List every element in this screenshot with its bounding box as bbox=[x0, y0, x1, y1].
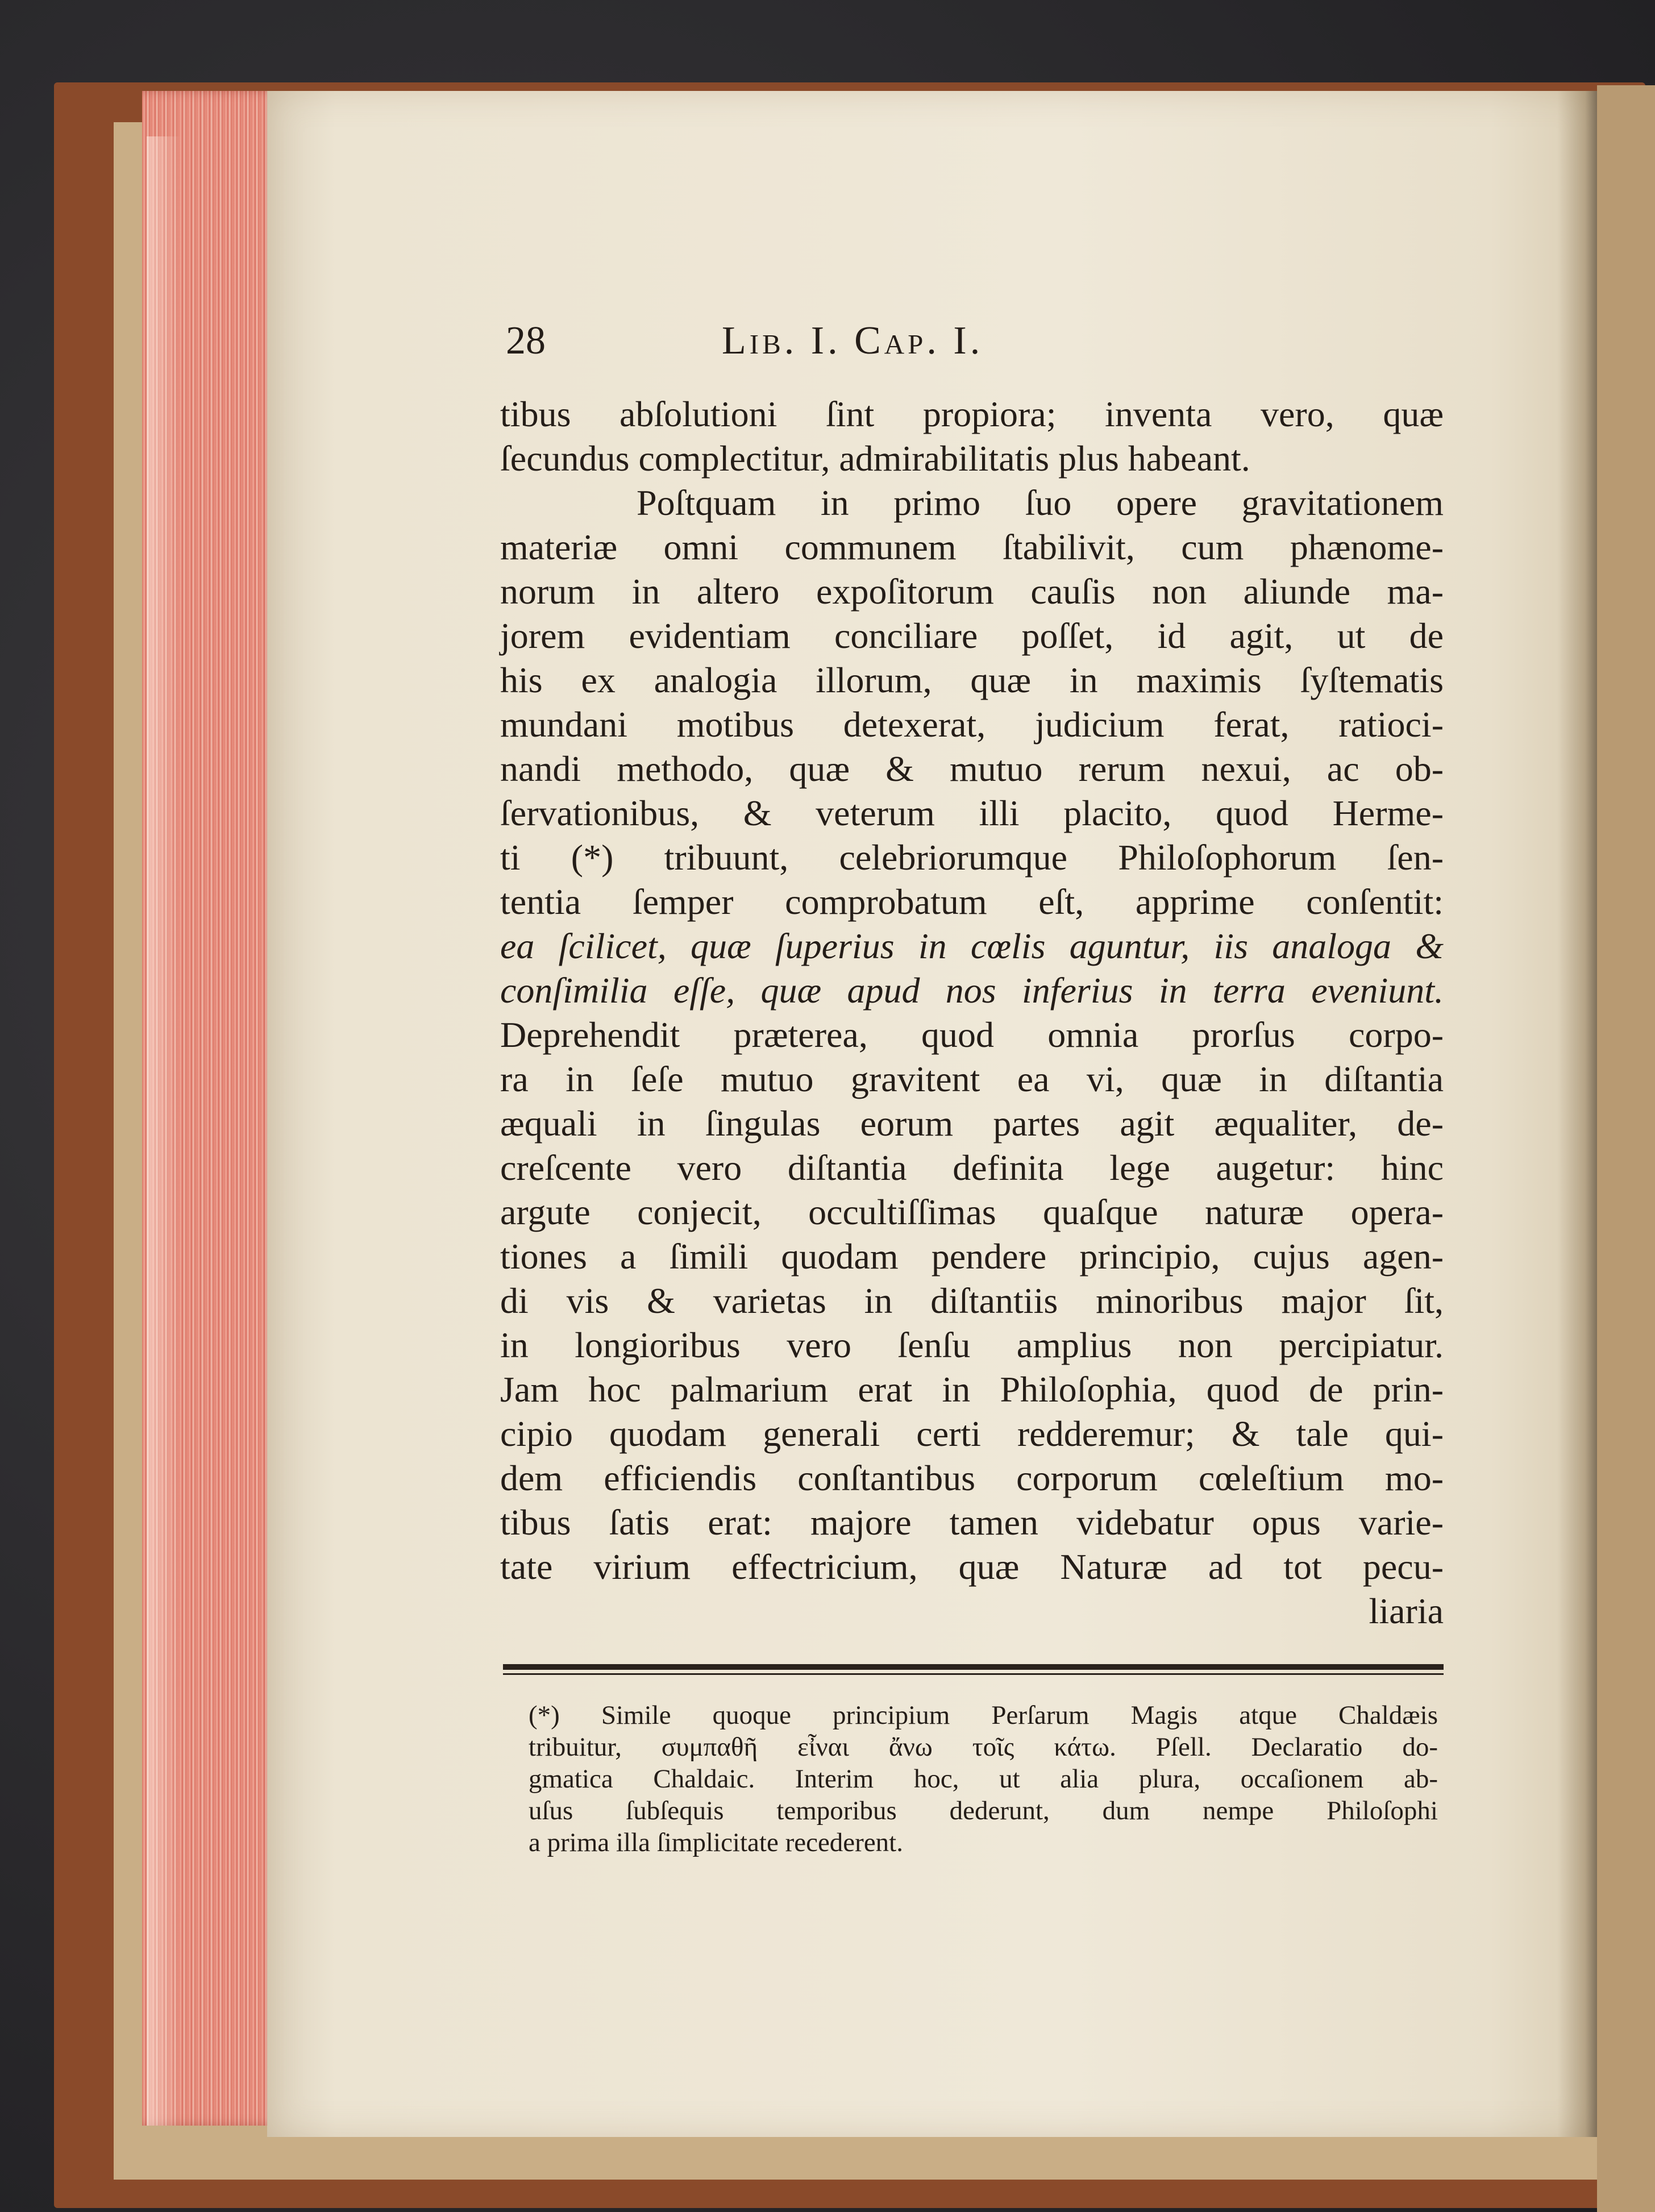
text-line-italic: ea ſcilicet, quæ ſuperius in cœlis aguntur, iis analoga & bbox=[500, 926, 1444, 966]
running-head: Lib. I. Cap. I. bbox=[722, 319, 984, 363]
text-line: norum in altero expoſitorum cauſis non aliunde ma- bbox=[500, 571, 1444, 612]
text-line: his ex analogia illorum, quæ in maximis ſyſtematis bbox=[500, 660, 1444, 700]
footnote-rule-thin bbox=[503, 1673, 1444, 1675]
main-text bbox=[500, 392, 1444, 1643]
text-line: tiones a ſimili quodam pendere principio, cujus agen- bbox=[500, 1236, 1444, 1277]
page-number: 28 bbox=[506, 319, 546, 363]
text-line: argute conjecit, occultiſſimas quaſque naturæ opera- bbox=[500, 1192, 1444, 1232]
text-line: mundani motibus detexerat, judicium ferat, ratioci- bbox=[500, 704, 1444, 745]
footnote-line: tribuitur, συμπαθῆ εἶναι ἄνω τοῖς κάτω. Pſell. Declaratio do- bbox=[529, 1732, 1438, 1762]
catchword: liaria bbox=[1369, 1591, 1444, 1631]
footnote-line: a prima illa ſimplicitate recederent. bbox=[529, 1828, 903, 1857]
text-line: dem efficiendis conſtantibus corporum cœleſtium mo- bbox=[500, 1458, 1444, 1498]
text-line: tibus abſolutioni ſint propiora; inventa vero, quæ bbox=[500, 394, 1444, 434]
text-line: Deprehendit præterea, quod omnia prorſus corpo- bbox=[500, 1014, 1444, 1055]
text-line: in longioribus vero ſenſu amplius non percipiatur. bbox=[500, 1325, 1444, 1365]
text-line: di vis & varietas in diſtantiis minoribus major ſit, bbox=[500, 1280, 1444, 1321]
text-line: ſecundus complectitur, admirabilitatis plus habeant. bbox=[500, 438, 1250, 479]
text-line: ſervationibus, & veterum illi placito, quod Herme- bbox=[500, 793, 1444, 833]
text-line: cipio quodam generali certi redderemur; & tale qui- bbox=[500, 1413, 1444, 1454]
text-line: æquali in ſingulas eorum partes agit æqualiter, de- bbox=[500, 1103, 1444, 1144]
text-line: tibus ſatis erat: majore tamen videbatur opus varie- bbox=[500, 1502, 1444, 1542]
footnote-rule bbox=[503, 1664, 1444, 1670]
page-gutter bbox=[1557, 91, 1597, 2137]
text-line: ra in ſeſe mutuo gravitent ea vi, quæ in diſtantia bbox=[500, 1059, 1444, 1099]
page-edges-highlight bbox=[147, 136, 181, 2126]
footnote-line: (*) Simile quoque principium Perſarum Magis atque Chaldæis bbox=[529, 1700, 1438, 1730]
text-line-italic: conſimilia eſſe, quæ apud nos inferius in terra eveniunt. bbox=[500, 970, 1444, 1011]
text-line: tate virium effectricium, quæ Naturæ ad tot pecu- bbox=[500, 1546, 1444, 1587]
footnote-line: gmatica Chaldaic. Interim hoc, ut alia plura, occaſionem ab- bbox=[529, 1764, 1438, 1794]
text-line: tentia ſemper comprobatum eſt, apprime conſentit: bbox=[500, 882, 1444, 922]
text-line: Jam hoc palmarium erat in Philoſophia, quod de prin- bbox=[500, 1369, 1444, 1409]
text-line: Poſtquam in primo ſuo opere gravitationem bbox=[637, 483, 1444, 523]
text-line: creſcente vero diſtantia definita lege augetur: hinc bbox=[500, 1147, 1444, 1188]
footnote-line: uſus ſubſequis temporibus dederunt, dum nempe Philoſophi bbox=[529, 1796, 1438, 1826]
footnote bbox=[529, 1699, 1438, 1870]
page-header bbox=[506, 318, 1301, 369]
text-line: ti (*) tribuunt, celebriorumque Philoſophorum ſen- bbox=[500, 837, 1444, 878]
text-line: jorem evidentiam conciliare poſſet, id agit, ut de bbox=[500, 616, 1444, 656]
text-line: nandi methodo, quæ & mutuo rerum nexui, ac ob- bbox=[500, 749, 1444, 789]
facing-page-edge bbox=[1597, 85, 1655, 2212]
text-line: materiæ omni communem ſtabilivit, cum phænome- bbox=[500, 527, 1444, 567]
